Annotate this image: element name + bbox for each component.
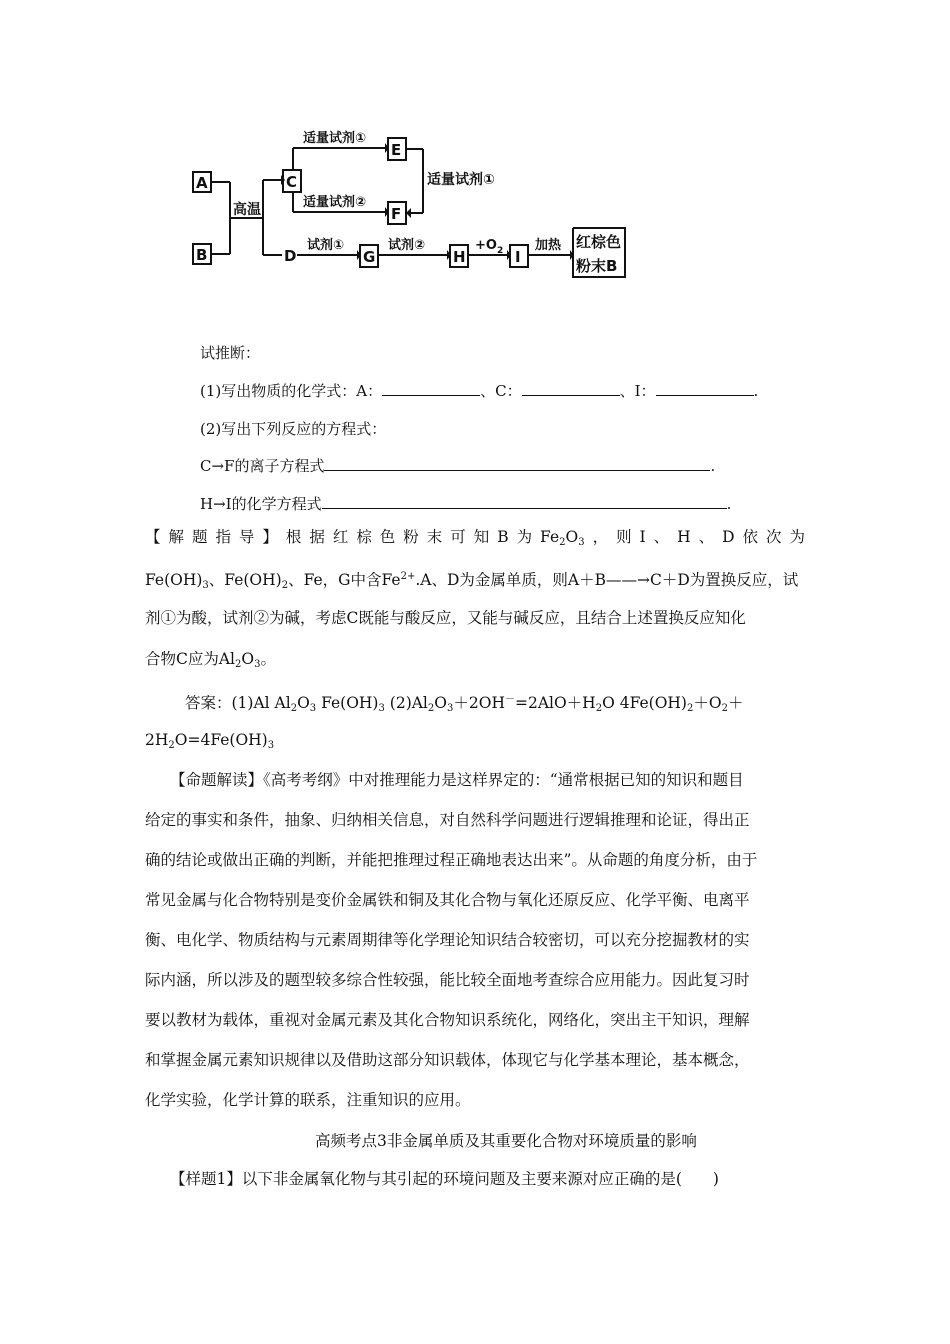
interpretation-line-3: 确的结论或做出正确的判断，并能把推理过程正确地表达出来”。从命题的角度分析，由于 (145, 851, 758, 869)
interpretation-line-6: 际内涵，所以涉及的题型较多综合性较强，能比较全面地考查综合应用能力。因此复习时 (145, 971, 750, 989)
answer-blank-a[interactable] (382, 381, 480, 396)
interpretation-line-2: 给定的事实和条件，抽象、归纳相关信息，对自然科学问题进行逻辑推理和论证，得出正 (145, 811, 750, 829)
label-reagent1-top: 适量试剂① (303, 131, 367, 146)
interpretation-line-1: 【命题解读】《高考考纲》中对推理能力是这样界定的：“通常根据已知的知识和题目 (170, 771, 744, 789)
answer-blank-h-to-i[interactable] (322, 494, 727, 509)
question-2a: C→F的离子方程式 . (200, 457, 716, 475)
node-a: A (196, 174, 208, 192)
node-h: H (453, 248, 466, 266)
question-intro: 试推断： (200, 344, 261, 362)
node-i: I (515, 248, 521, 266)
sample-question-1: 【样题1】以下非金属氧化物与其引起的环境问题及主要来源对应正确的是( ) (170, 1170, 719, 1188)
answer-blank-i[interactable] (656, 381, 754, 396)
label-reagent1-right: 适量试剂① (427, 172, 495, 188)
node-b: B (196, 246, 208, 264)
label-plus-o2: $+O_2$ (475, 238, 504, 256)
interpretation-line-8: 和掌握金属元素知识规律以及借助这部分知识载体，体现它与化学基本理论，基本概念， (145, 1051, 750, 1069)
label-heat: 加热 (535, 238, 562, 253)
answer-line-2: $2H_2O=4Fe(OH)_3$ (145, 731, 275, 751)
interpretation-line-7: 要以教材为载体，重视对金属元素及其化合物知识系统化，网络化，突出主干知识，理解 (145, 1011, 750, 1029)
answer-blank-c-to-f[interactable] (324, 456, 710, 471)
node-e: E (391, 141, 402, 159)
question-2b: H→I的化学方程式 . (200, 495, 732, 513)
section-title: 高频考点3非金属单质及其重要化合物对环境质量的影响 (315, 1132, 697, 1150)
question-2: (2)写出下列反应的方程式： (200, 420, 387, 438)
label-high-temp: 高温 (233, 202, 261, 218)
interpretation-line-9: 化学实验，化学计算的联系，注重知识的应用。 (145, 1091, 471, 1109)
solution-guide-line-3: 剂①为酸，试剂②为碱，考虑C既能与酸反应，又能与碱反应，且结合上述置换反应知化 (145, 609, 746, 627)
label-reagent1-d: 试剂① (307, 238, 345, 253)
answer-blank-c[interactable] (522, 381, 620, 396)
solution-guide-line-2: $Fe(OH)_3$、$Fe(OH)_2$、Fe，G中含$Fe^{2+}.A$、D为金属单质，则A＋B——→C＋D为置换反应，试 (145, 571, 799, 591)
answer-line-1: 答案：(1)Al $Al_2O_3$ $Fe(OH)_3$ $(2)Al_2O_3+2OH^-=2AlO+H_2O$ $4Fe(OH)_2+O_2+$ (185, 694, 744, 714)
node-f: F (391, 205, 402, 223)
label-reagent2-g: 试剂② (388, 238, 426, 253)
question-1: (1)写出物质的化学式：A： 、C： 、I： . (200, 382, 759, 400)
node-d: D (284, 247, 297, 265)
interpretation-line-5: 衡、电化学、物质结构与元素周期律等化学理论知识结合较密切，可以充分挖掘教材的实 (145, 931, 750, 949)
reaction-flow-diagram (185, 120, 645, 290)
label-reagent2-mid: 适量试剂② (303, 195, 367, 210)
product-line-2: 粉末B (576, 257, 618, 275)
product-line-1: 红棕色 (576, 233, 622, 251)
node-g: G (363, 248, 376, 266)
solution-guide-line-1: 【解题指导】根据红棕色粉末可知B为$Fe_2O_3$，则I、H、D依次为 (145, 528, 805, 548)
solution-guide-line-4: 合物C应为$Al_2O_3$。 (145, 650, 276, 670)
interpretation-line-4: 常见金属与化合物特别是变价金属铁和铜及其化合物与氧化还原反应、化学平衡、电离平 (145, 891, 750, 909)
node-c: C (286, 173, 298, 191)
